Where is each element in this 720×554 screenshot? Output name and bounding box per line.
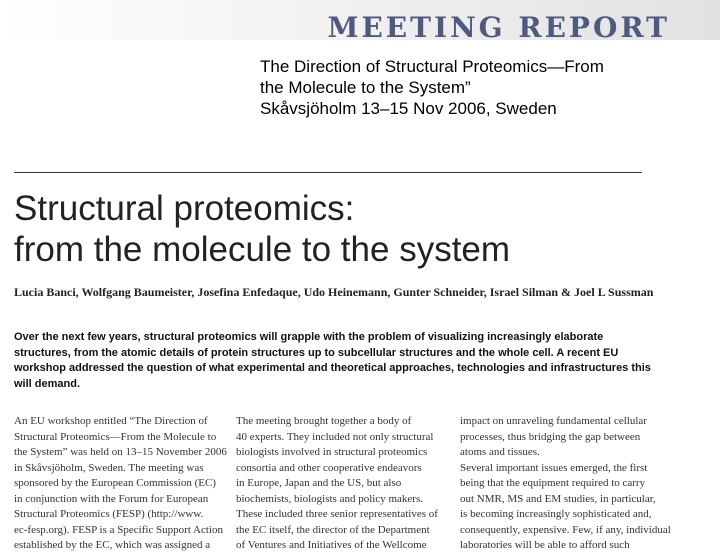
body-line: impact on unraveling fundamental cellular (460, 415, 647, 427)
article-title (14, 188, 674, 270)
body-line: consortia and other cooperative endeavors (236, 461, 422, 474)
header-divider (14, 172, 642, 173)
body-line: processes, thus bridging the gap between (460, 430, 641, 443)
body-line: The meeting brought together a body of (236, 415, 412, 427)
slide-caption (260, 56, 710, 119)
body-line: Structural Proteomics (FESP) (http://www. (14, 508, 204, 520)
body-line: biochemists, biologists and policy makers. (236, 492, 423, 505)
body-line: out NMR, MS and EM studies, in particular, (460, 492, 656, 505)
body-line: established by the EC, which was assigned a (14, 539, 211, 551)
body-line: 40 experts. They included not only structural (236, 430, 434, 443)
body-line: biologists involved in structural proteomics (236, 446, 428, 458)
caption-line: The Direction of Structural Proteomics—From (260, 57, 604, 76)
body-line: sponsored by the European Commission (EC) (14, 477, 216, 489)
body-column-2 (236, 414, 448, 554)
body-line: An EU workshop entitled “The Direction of (14, 415, 208, 427)
caption-line: the Molecule to the System” (260, 78, 471, 97)
body-line: in Skåvsjöholm, Sweden. The meeting was (14, 461, 204, 474)
body-line: Structural Proteomics—From the Molecule to (14, 430, 217, 443)
body-line: being that the equipment required to carry (460, 477, 646, 489)
body-line: of Ventures and Initiatives of the Wellcome (236, 539, 427, 551)
body-column-1 (14, 414, 228, 554)
article-title-line: from the molecule to the system (14, 230, 511, 269)
body-line: is becoming increasingly sophisticated and, (460, 508, 652, 520)
body-line: laboratories will be able to afford such (460, 539, 630, 551)
body-line: the EC itself, the director of the Department (236, 523, 430, 536)
body-line: ec-fesp.org). FESP is a Specific Support Action (14, 523, 223, 536)
body-line: atoms and tissues. (460, 446, 540, 458)
body-line: in conjunction with the Forum for European (14, 492, 209, 505)
body-line: Several important issues emerged, the first (460, 461, 648, 474)
body-line: the System” was held on 13–15 November 2006 (14, 446, 227, 458)
article-title-line: Structural proteomics: (14, 189, 355, 228)
banner-title: MEETING REPORT (327, 11, 670, 44)
article-abstract: Over the next few years, structural proteomics will grapple with the problem of visualizing increasingly elaborate structures, from the atomic details of protein structures up to subcellular structures and the whole cell. A recent EU workshop addressed the question of what experimental and theoretical approaches, technologies and infrastructures this will demand. (14, 331, 651, 390)
body-column-3 (460, 414, 671, 554)
article-authors: Lucia Banci, Wolfgang Baumeister, Josefina Enfedaque, Udo Heinemann, Gunter Schneider, Israel Silman & Joel L Sussman (14, 285, 654, 299)
body-line: These included three senior representatives of (236, 508, 438, 520)
body-line: in Europe, Japan and the US, but also (236, 477, 402, 489)
body-line: consequently, expensive. Few, if any, individual (460, 523, 671, 536)
caption-line: Skåvsjöholm 13–15 Nov 2006, Sweden (260, 99, 557, 118)
meeting-report-banner (0, 0, 720, 44)
